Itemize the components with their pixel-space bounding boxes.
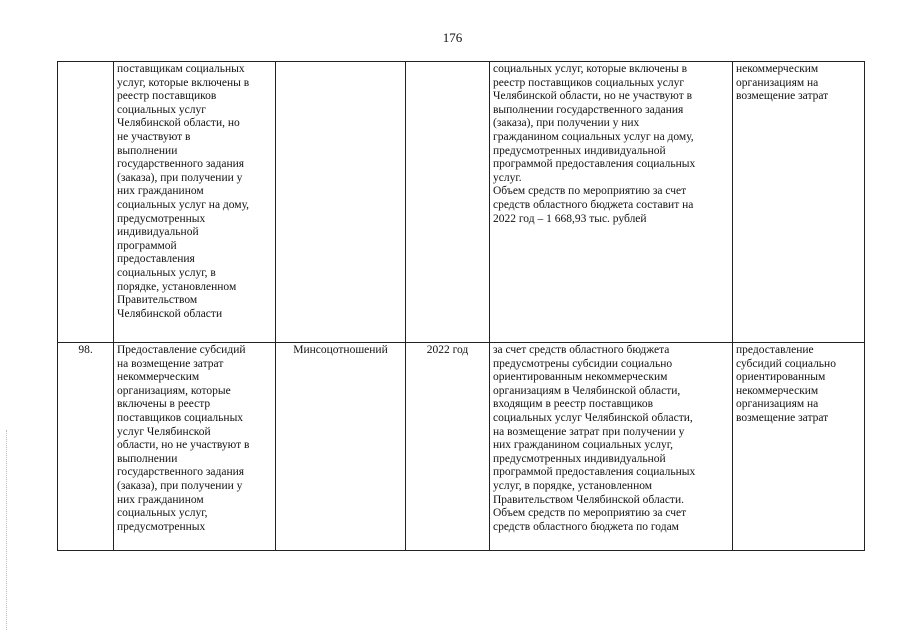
table-row [58, 343, 865, 551]
result-cell: некоммерческим организациям на возмещение затрат [733, 62, 865, 343]
row-number-cell [58, 62, 114, 343]
executor-cell: Минсоцотношений [276, 343, 406, 551]
description-paragraph: социальных услуг, которые включены в реестр поставщиков социальных услуг Челябинской области, но не участвуют в выполнении государственного задания (заказа), при получении у них гражданином социальных услуг на дому, предусмотренных индивидуальной программой предоставления социальных услуг. [493, 63, 696, 184]
table-row [58, 62, 865, 343]
term-cell [406, 62, 490, 343]
row-number-cell: 98. [58, 343, 114, 551]
page-number: 176 [442, 30, 463, 45]
measure-name-cell: Предоставление субсидий на возмещение затрат некоммерческим организациям, которые включены в реестр поставщиков социальных услуг Челябинской области, но не участвуют в выполнении государственного задания (заказа), при получении у них гражданином социальных услуг, предусмотренных [114, 343, 276, 551]
result-cell: предоставление субсидий социально ориентированным некоммерческим организациям на возмещение затрат [733, 343, 865, 551]
description-paragraph: Объем средств по мероприятию за счет средств областного бюджета составит на 2022 год – 1 668,93 тыс. рублей [493, 185, 694, 225]
description-paragraph: Объем средств по мероприятию за счет средств областного бюджета по годам [493, 507, 687, 533]
scan-margin-mark [6, 430, 8, 630]
measure-name-cell: поставщикам социальных услуг, которые включены в реестр поставщиков социальных услуг Челябинской области, но не участвуют в выполнении государственного задания (заказа), при получении у них гражданином социальных услуг на дому, предусмотренных индивидуальной программой предоставления социальных услуг, в порядке, установленном Правительством Челябинской области [114, 62, 276, 343]
measures-table [57, 61, 865, 551]
description-cell [490, 343, 733, 551]
executor-cell [276, 62, 406, 343]
term-cell: 2022 год [406, 343, 490, 551]
description-cell [490, 62, 733, 343]
description-paragraph: за счет средств областного бюджета предусмотрены субсидии социально ориентированным некоммерческим организациям в Челябинской области, входящим в реестр поставщиков социальных услуг Челябинской области, на возмещение затрат при получении у них гражданином социальных услуг, предусмотренных индивидуальной программой предоставления социальных услуг, в порядке, установленном Правительством Челябинской области. [493, 344, 696, 506]
